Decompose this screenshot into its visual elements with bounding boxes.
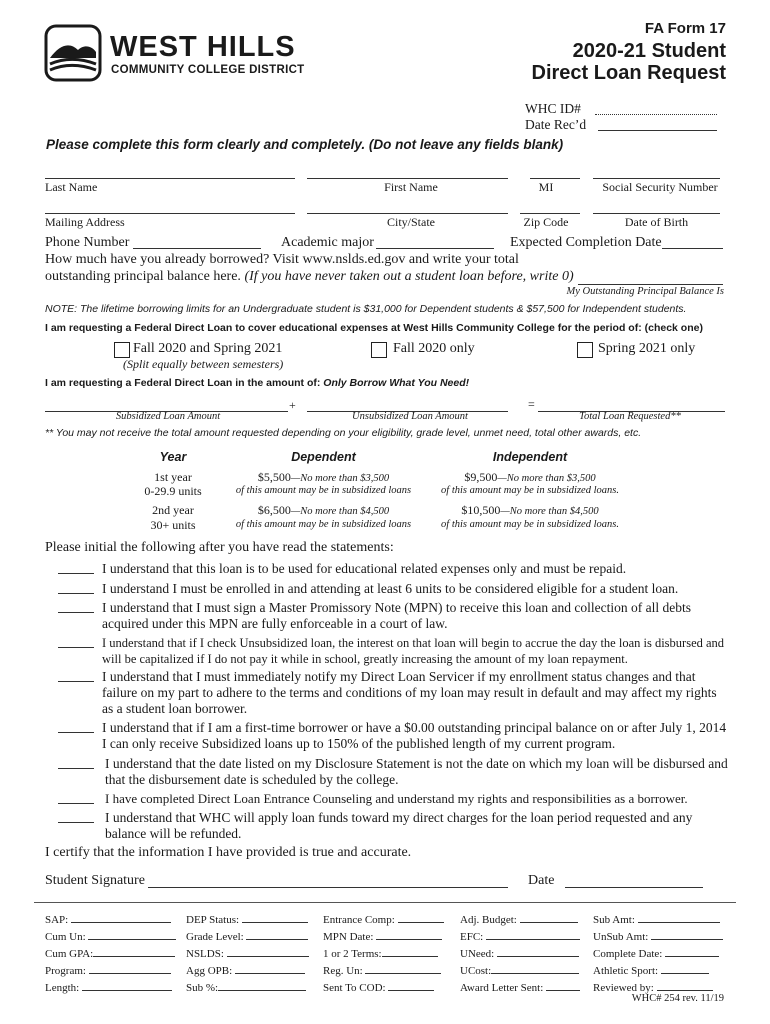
statement-8 [58, 791, 728, 807]
ind-note: —No more than $3,500 [497, 473, 596, 484]
ssn-field[interactable] [593, 178, 720, 179]
statement-text-2: I understand I must be enrolled in and attending at least 6 units to be considered eligible for a student loan. [102, 581, 679, 596]
office-nslds [186, 944, 309, 960]
statement-text-7: I understand that the date listed on my Disclosure Statement is not the date on which my loan will be disbursed and that the disbursement date is scheduled by the college. [105, 756, 728, 787]
statement-7 [58, 756, 728, 788]
initial-field-8[interactable] [58, 791, 94, 804]
limits-ind-2a [435, 503, 625, 518]
first-name-label: First Name [384, 180, 438, 194]
office-label: MPN Date: [323, 931, 374, 943]
limits-ind-2b: of this amount may be in subsidized loans. [441, 519, 619, 530]
office-field[interactable] [398, 910, 444, 923]
initial-field-7[interactable] [58, 756, 94, 769]
limits-dep-2a [226, 503, 421, 518]
ind-amount: $9,500 [464, 470, 498, 484]
amount-heading-text: I am requesting a Federal Direct Loan in the amount of: [45, 377, 324, 389]
office-label: Length: [45, 982, 80, 994]
office-efc [460, 927, 580, 943]
office-terms [323, 944, 438, 960]
period-heading: I am requesting a Federal Direct Loan to cover educational expenses at West Hills Community College for the period of: (check one) [45, 322, 703, 334]
statement-text-5: I understand that I must immediately notify my Direct Loan Servicer if my enrollment status changes and that failure on my part to adhere to the terms and conditions of my loan may result in default and may affect my rights as a student loan borrower. [102, 669, 717, 716]
borrowed-line2 [45, 269, 574, 285]
ssn-label: Social Security Number [602, 180, 718, 194]
balance-label: My Outstanding Principal Balance Is [566, 286, 724, 297]
whc-id-field[interactable] [595, 114, 717, 115]
limits-ind-1a [435, 470, 625, 485]
office-dep-status [186, 910, 308, 926]
ind-amount: $10,500 [461, 503, 501, 517]
office-field[interactable] [388, 978, 434, 991]
dep-amount: $6,500 [257, 503, 291, 517]
office-label: Award Letter Sent: [460, 982, 544, 994]
zip-label: Zip Code [523, 215, 569, 229]
office-complete-date [593, 944, 719, 960]
dob-label: Date of Birth [624, 215, 689, 229]
checkbox-fall-spring[interactable] [114, 342, 130, 358]
office-field[interactable] [89, 961, 171, 974]
initial-field-5[interactable] [58, 669, 94, 682]
form-title-line2: Direct Loan Request [531, 62, 726, 84]
ind-note: —No more than $4,500 [500, 506, 599, 517]
limits-header-year: Year [159, 450, 187, 464]
office-mpn-date [323, 927, 442, 943]
statement-text-3: I understand that I must sign a Master Promissory Note (MPN) to receive this loan and collection of all debts acquired under this MPN are fully enforceable in a court of law. [102, 600, 692, 631]
mailing-address-label: Mailing Address [45, 215, 125, 229]
initial-field-3[interactable] [58, 600, 94, 613]
completion-label: Expected Completion Date [510, 235, 662, 250]
initial-field-1[interactable] [58, 561, 94, 574]
office-label: Sub Amt: [593, 914, 635, 926]
office-field[interactable] [242, 910, 308, 923]
opt-spring-only-label: Spring 2021 only [598, 341, 696, 356]
office-label: UNeed: [460, 948, 495, 960]
plus-sign: + [289, 398, 296, 412]
office-label: Reg. Un: [323, 965, 363, 977]
office-label: UCost: [460, 965, 492, 977]
sig-date-field[interactable] [565, 887, 703, 888]
limits-year-1a: 1st year [154, 470, 192, 484]
opt-fall-only-label: Fall 2020 only [393, 341, 475, 356]
statement-1 [58, 561, 728, 577]
limits-year-1b: 0-29.9 units [144, 484, 202, 498]
mailing-address-field[interactable] [45, 213, 295, 214]
checkbox-fall-only[interactable] [371, 342, 387, 358]
office-label: Grade Level: [186, 931, 244, 943]
office-length [45, 978, 172, 994]
office-label: UnSub Amt: [593, 931, 649, 943]
office-sub-pct [186, 978, 306, 994]
opt-fall-spring-label: Fall 2020 and Spring 2021 [133, 341, 283, 356]
limits-header-independent: Independent [492, 450, 568, 464]
statement-text-6: I understand that if I am a first-time borrower or have a $0.00 outstanding principal balance on or after July 1, 2014 I can only receive Subsidized loans up to 150% of the published length of my current program. [102, 720, 727, 751]
office-label: Reviewed by: [593, 982, 654, 994]
outstanding-balance-field[interactable] [578, 284, 723, 285]
office-label: Cum GPA: [45, 948, 94, 960]
office-adj-budget [460, 910, 578, 926]
office-grade-level [186, 927, 308, 943]
office-sap [45, 910, 171, 926]
office-label: Adj. Budget: [460, 914, 517, 926]
office-field[interactable] [520, 910, 578, 923]
amount-heading [45, 377, 469, 389]
office-field[interactable] [491, 961, 579, 974]
office-field[interactable] [93, 944, 175, 957]
office-cum-gpa [45, 944, 175, 960]
statement-3 [58, 600, 728, 632]
amount-footnote: ** You may not receive the total amount requested depending on your eligibility, grade level, unmet need, total other awards, etc. [45, 427, 642, 439]
office-ucost [460, 961, 579, 977]
phone-field[interactable] [133, 248, 261, 249]
initial-field-4[interactable] [58, 635, 94, 648]
signature-label: Student Signature [45, 873, 145, 888]
date-recd-label: Date Rec’d [525, 117, 587, 132]
office-field[interactable] [651, 927, 723, 940]
statement-text-4: I understand that if I check Unsubsidized loan, the interest on that loan will begin to accrue the day the loan is disbursed and will be capitalized if I do not pay it while in school, greatly increasing the amount of my loan repayment. [102, 636, 725, 666]
office-unsub-amt [593, 927, 723, 943]
borrowing-limits-note: NOTE: The lifetime borrowing limits for an Undergraduate student is $31,000 for Dependent students & $57,500 for Independent students. [45, 303, 687, 315]
office-label: Sub %: [186, 982, 219, 994]
limits-header-dependent: Dependent [291, 450, 356, 464]
office-sent-to-cod [323, 978, 434, 994]
mi-label: MI [538, 180, 554, 194]
office-reg-un [323, 961, 441, 977]
statement-text-8: I have completed Direct Loan Entrance Counseling and understand my rights and responsibilities as a borrower. [105, 791, 688, 806]
office-field[interactable] [486, 927, 580, 940]
office-entrance-comp [323, 910, 444, 926]
amount-heading-emph: Only Borrow What You Need! [323, 377, 470, 389]
logo-subtitle: COMMUNITY COLLEGE DISTRICT [111, 64, 305, 76]
dep-amount: $5,500 [257, 470, 291, 484]
dob-field[interactable] [593, 213, 720, 214]
date-recd-field[interactable] [598, 130, 717, 131]
office-label: EFC: [460, 931, 484, 943]
form-number: FA Form 17 [644, 20, 726, 37]
office-use-divider [34, 902, 736, 903]
office-label: Program: [45, 965, 86, 977]
office-field[interactable] [546, 978, 580, 991]
office-label: Entrance Comp: [323, 914, 395, 926]
initial-field-2[interactable] [58, 581, 94, 594]
phone-label: Phone Number [45, 235, 130, 250]
limits-ind-1b: of this amount may be in subsidized loans. [441, 485, 619, 496]
first-name-field[interactable] [307, 178, 508, 179]
limits-year-2b: 30+ units [150, 518, 196, 532]
certify-text: I certify that the information I have provided is true and accurate. [45, 845, 412, 860]
limits-year-2a: 2nd year [152, 503, 194, 517]
office-field[interactable] [638, 910, 720, 923]
statement-5 [58, 669, 728, 717]
office-field[interactable] [376, 927, 442, 940]
completion-field[interactable] [662, 248, 723, 249]
statement-2 [58, 581, 728, 597]
office-field[interactable] [497, 944, 579, 957]
office-cum-un [45, 927, 176, 943]
last-name-label: Last Name [45, 180, 98, 194]
zip-field[interactable] [520, 213, 580, 214]
office-label: NSLDS: [186, 948, 224, 960]
sig-date-label: Date [528, 873, 555, 888]
office-label: Complete Date: [593, 948, 663, 960]
office-program [45, 961, 171, 977]
borrowed-line2-text: outstanding principal balance here. [45, 269, 245, 284]
signature-field[interactable] [148, 887, 508, 888]
logo [44, 24, 314, 84]
west-hills-logo-icon [44, 24, 102, 82]
office-field[interactable] [382, 944, 438, 957]
office-reviewed-by [593, 978, 713, 994]
limits-dep-1a [226, 470, 421, 485]
statement-4 [58, 635, 728, 667]
total-requested-label: Total Loan Requested** [579, 411, 681, 422]
checkbox-spring-only[interactable] [577, 342, 593, 358]
office-field[interactable] [88, 927, 176, 940]
city-state-label: City/State [387, 215, 435, 229]
form-title-line1: 2020-21 Student [572, 40, 726, 62]
office-label: Agg OPB: [186, 965, 233, 977]
revision-code: WHC# 254 rev. 11/19 [631, 993, 724, 1004]
statement-text-1: I understand that this loan is to be used for educational related expenses only and must be repaid. [102, 561, 627, 576]
office-field[interactable] [665, 944, 719, 957]
office-field[interactable] [657, 978, 713, 991]
office-field[interactable] [661, 961, 709, 974]
major-field[interactable] [376, 248, 494, 249]
office-field[interactable] [246, 927, 308, 940]
office-label: Sent To COD: [323, 982, 386, 994]
office-agg-opb [186, 961, 305, 977]
office-label: Athletic Sport: [593, 965, 659, 977]
dep-note: —No more than $4,500 [290, 506, 390, 517]
office-field[interactable] [71, 910, 171, 923]
office-label: SAP: [45, 914, 69, 926]
whc-id-label: WHC ID# [525, 101, 581, 116]
office-field[interactable] [235, 961, 305, 974]
equals-sign: = [528, 397, 535, 411]
office-award-letter [460, 978, 580, 994]
statement-6 [58, 720, 728, 752]
office-field[interactable] [218, 978, 306, 991]
office-sub-amt [593, 910, 720, 926]
office-label: 1 or 2 Terms: [323, 948, 382, 960]
office-uneed [460, 944, 579, 960]
office-field[interactable] [365, 961, 441, 974]
office-field[interactable] [82, 978, 172, 991]
limits-dep-1b: of this amount may be in subsidized loans [235, 485, 412, 496]
mi-field[interactable] [530, 178, 580, 179]
last-name-field[interactable] [45, 178, 295, 179]
statement-9 [58, 810, 728, 842]
instructions: Please complete this form clearly and completely. (Do not leave any fields blank) [46, 137, 564, 152]
initial-field-6[interactable] [58, 720, 94, 733]
initial-field-9[interactable] [58, 810, 94, 823]
office-label: Cum Un: [45, 931, 86, 943]
initial-heading: Please initial the following after you have read the statements: [45, 540, 394, 555]
borrowed-line1: How much have you already borrowed? Visit www.nslds.ed.gov and write your total [45, 252, 519, 267]
opt-fall-spring-note: (Split equally between semesters) [123, 357, 284, 371]
logo-name: WEST HILLS [110, 31, 296, 63]
office-field[interactable] [227, 944, 309, 957]
city-state-field[interactable] [307, 213, 508, 214]
unsubsidized-label: Unsubsidized Loan Amount [352, 411, 468, 422]
office-athletic-sport [593, 961, 709, 977]
major-label: Academic major [281, 235, 374, 250]
limits-dep-2b: of this amount may be in subsidized loans [235, 519, 412, 530]
borrowed-line2-note: (If you have never taken out a student loan before, write 0) [244, 269, 574, 284]
subsidized-label: Subsidized Loan Amount [115, 411, 221, 422]
dep-note: —No more than $3,500 [290, 473, 390, 484]
office-label: DEP Status: [186, 914, 240, 926]
statement-text-9: I understand that WHC will apply loan funds toward my direct charges for the loan period requested and any balance will be refunded. [105, 810, 693, 841]
